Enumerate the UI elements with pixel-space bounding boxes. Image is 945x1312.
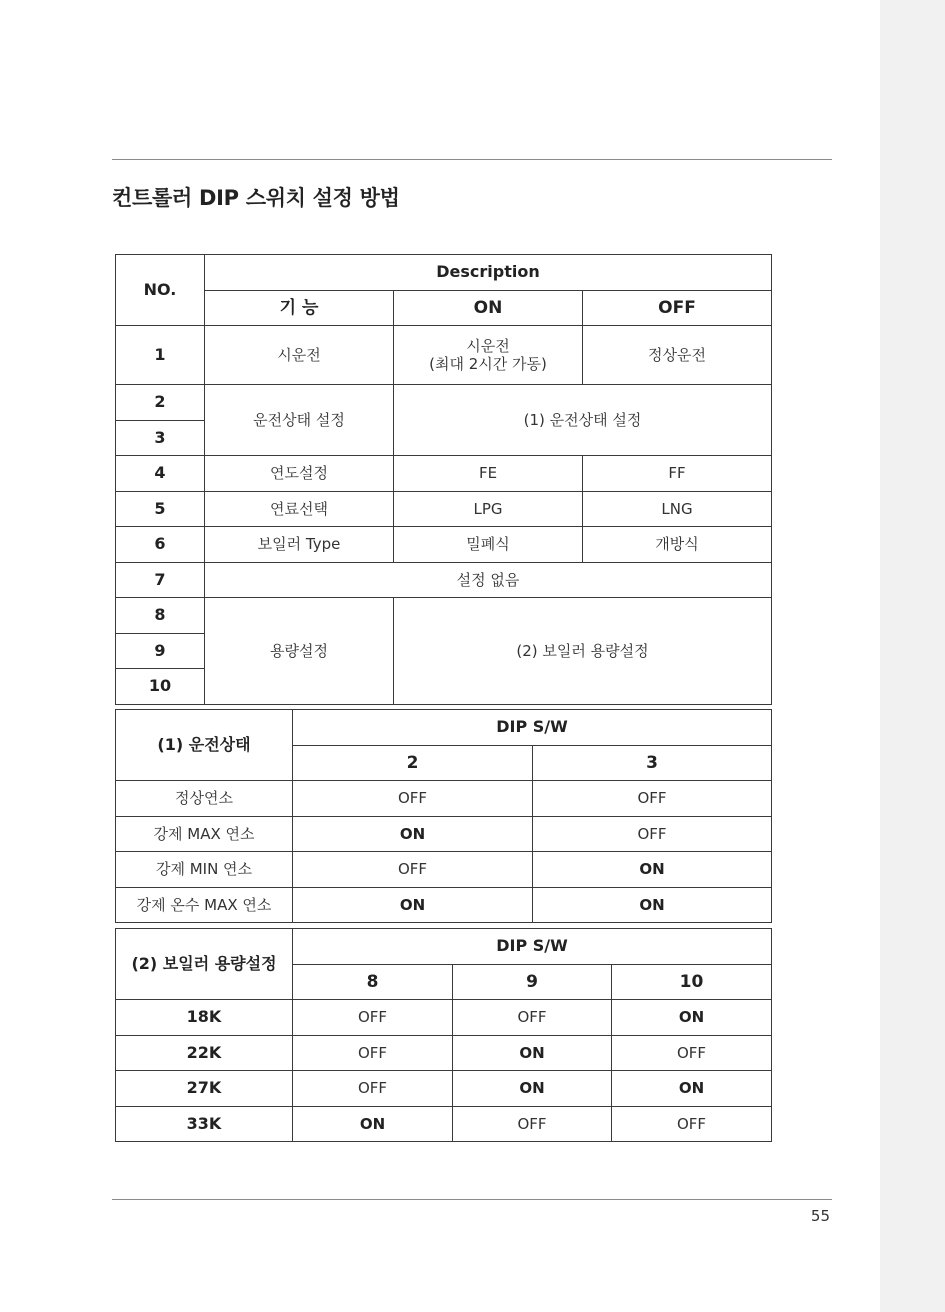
row-number: 9 [116, 633, 205, 669]
on-cell: LPG [394, 491, 583, 527]
switch-value: OFF [453, 1000, 612, 1036]
boiler-capacity-table [115, 928, 772, 1142]
table-row [116, 326, 772, 385]
on-cell: FE [394, 456, 583, 492]
switch-value: ON [293, 816, 533, 852]
capacity-header: (2) 보일러 용량설정 [116, 929, 293, 1000]
table-row [116, 816, 772, 852]
switch-value: OFF [533, 816, 772, 852]
off-cell: 정상운전 [583, 326, 772, 385]
table-row [116, 887, 772, 923]
switch-value: ON [612, 1071, 772, 1107]
on-cell-line1: 시운전 [466, 337, 510, 355]
switch-value: OFF [293, 852, 533, 888]
switch-value: ON [533, 887, 772, 923]
switch-value: OFF [612, 1035, 772, 1071]
function-cell: 연료선택 [205, 491, 394, 527]
page-title: 컨트롤러 DIP 스위치 설정 방법 [112, 186, 400, 210]
switch-value: OFF [453, 1106, 612, 1142]
dip-column-header: 8 [293, 964, 453, 1000]
off-cell: 개방식 [583, 527, 772, 563]
on-cell-line2: (최대 2시간 가동) [429, 355, 547, 373]
mode-label: 강제 온수 MAX 연소 [116, 887, 293, 923]
table-row [116, 1071, 772, 1107]
row-number: 8 [116, 598, 205, 634]
mode-label: 강제 MIN 연소 [116, 852, 293, 888]
top-divider [112, 159, 832, 160]
row-number: 10 [116, 669, 205, 705]
dip-column-header: 10 [612, 964, 772, 1000]
off-header: OFF [583, 290, 772, 326]
dip-sw-header: DIP S/W [293, 710, 772, 746]
row-number: 1 [116, 326, 205, 385]
off-cell: LNG [583, 491, 772, 527]
switch-value: OFF [293, 1071, 453, 1107]
dip-switch-table [115, 254, 772, 705]
row-number: 6 [116, 527, 205, 563]
table-row [116, 456, 772, 492]
switch-value: ON [453, 1071, 612, 1107]
function-cell: 시운전 [205, 326, 394, 385]
table-row [116, 491, 772, 527]
table-row [116, 527, 772, 563]
operating-mode-table [115, 709, 772, 923]
switch-value: OFF [293, 1000, 453, 1036]
switch-value: ON [612, 1000, 772, 1036]
description-header: Description [205, 255, 772, 291]
on-cell [394, 326, 583, 385]
page-number: 55 [810, 1207, 830, 1225]
off-cell: FF [583, 456, 772, 492]
switch-value: ON [293, 1106, 453, 1142]
switch-value: OFF [293, 1035, 453, 1071]
table-row [116, 1000, 772, 1036]
mode-label: 정상연소 [116, 781, 293, 817]
function-cell: 용량설정 [205, 598, 394, 705]
function-cell: 운전상태 설정 [205, 385, 394, 456]
row-number: 4 [116, 456, 205, 492]
dip-column-header: 9 [453, 964, 612, 1000]
table-row [116, 1035, 772, 1071]
table-row [116, 598, 772, 634]
dip-column-header: 3 [533, 745, 772, 781]
capacity-label: 33K [116, 1106, 293, 1142]
mode-label: 강제 MAX 연소 [116, 816, 293, 852]
switch-value: OFF [533, 781, 772, 817]
on-cell: 밀폐식 [394, 527, 583, 563]
mode-header: (1) 운전상태 [116, 710, 293, 781]
switch-value: OFF [293, 781, 533, 817]
side-strip [880, 0, 945, 1312]
table-row [116, 385, 772, 421]
row-number: 3 [116, 420, 205, 456]
table-row [116, 562, 772, 598]
capacity-label: 22K [116, 1035, 293, 1071]
capacity-label: 18K [116, 1000, 293, 1036]
table-row [116, 781, 772, 817]
row-number: 2 [116, 385, 205, 421]
switch-value: ON [533, 852, 772, 888]
bottom-divider [112, 1199, 832, 1200]
description-cell: (1) 운전상태 설정 [394, 385, 772, 456]
function-cell: 보일러 Type [205, 527, 394, 563]
no-header: NO. [116, 255, 205, 326]
description-cell: 설정 없음 [205, 562, 772, 598]
switch-value: ON [293, 887, 533, 923]
switch-value: ON [453, 1035, 612, 1071]
dip-column-header: 2 [293, 745, 533, 781]
table-row [116, 1106, 772, 1142]
table-row [116, 852, 772, 888]
row-number: 5 [116, 491, 205, 527]
on-header: ON [394, 290, 583, 326]
switch-value: OFF [612, 1106, 772, 1142]
row-number: 7 [116, 562, 205, 598]
dip-sw-header: DIP S/W [293, 929, 772, 965]
description-cell: (2) 보일러 용량설정 [394, 598, 772, 705]
function-header: 기 능 [205, 290, 394, 326]
capacity-label: 27K [116, 1071, 293, 1107]
function-cell: 연도설정 [205, 456, 394, 492]
